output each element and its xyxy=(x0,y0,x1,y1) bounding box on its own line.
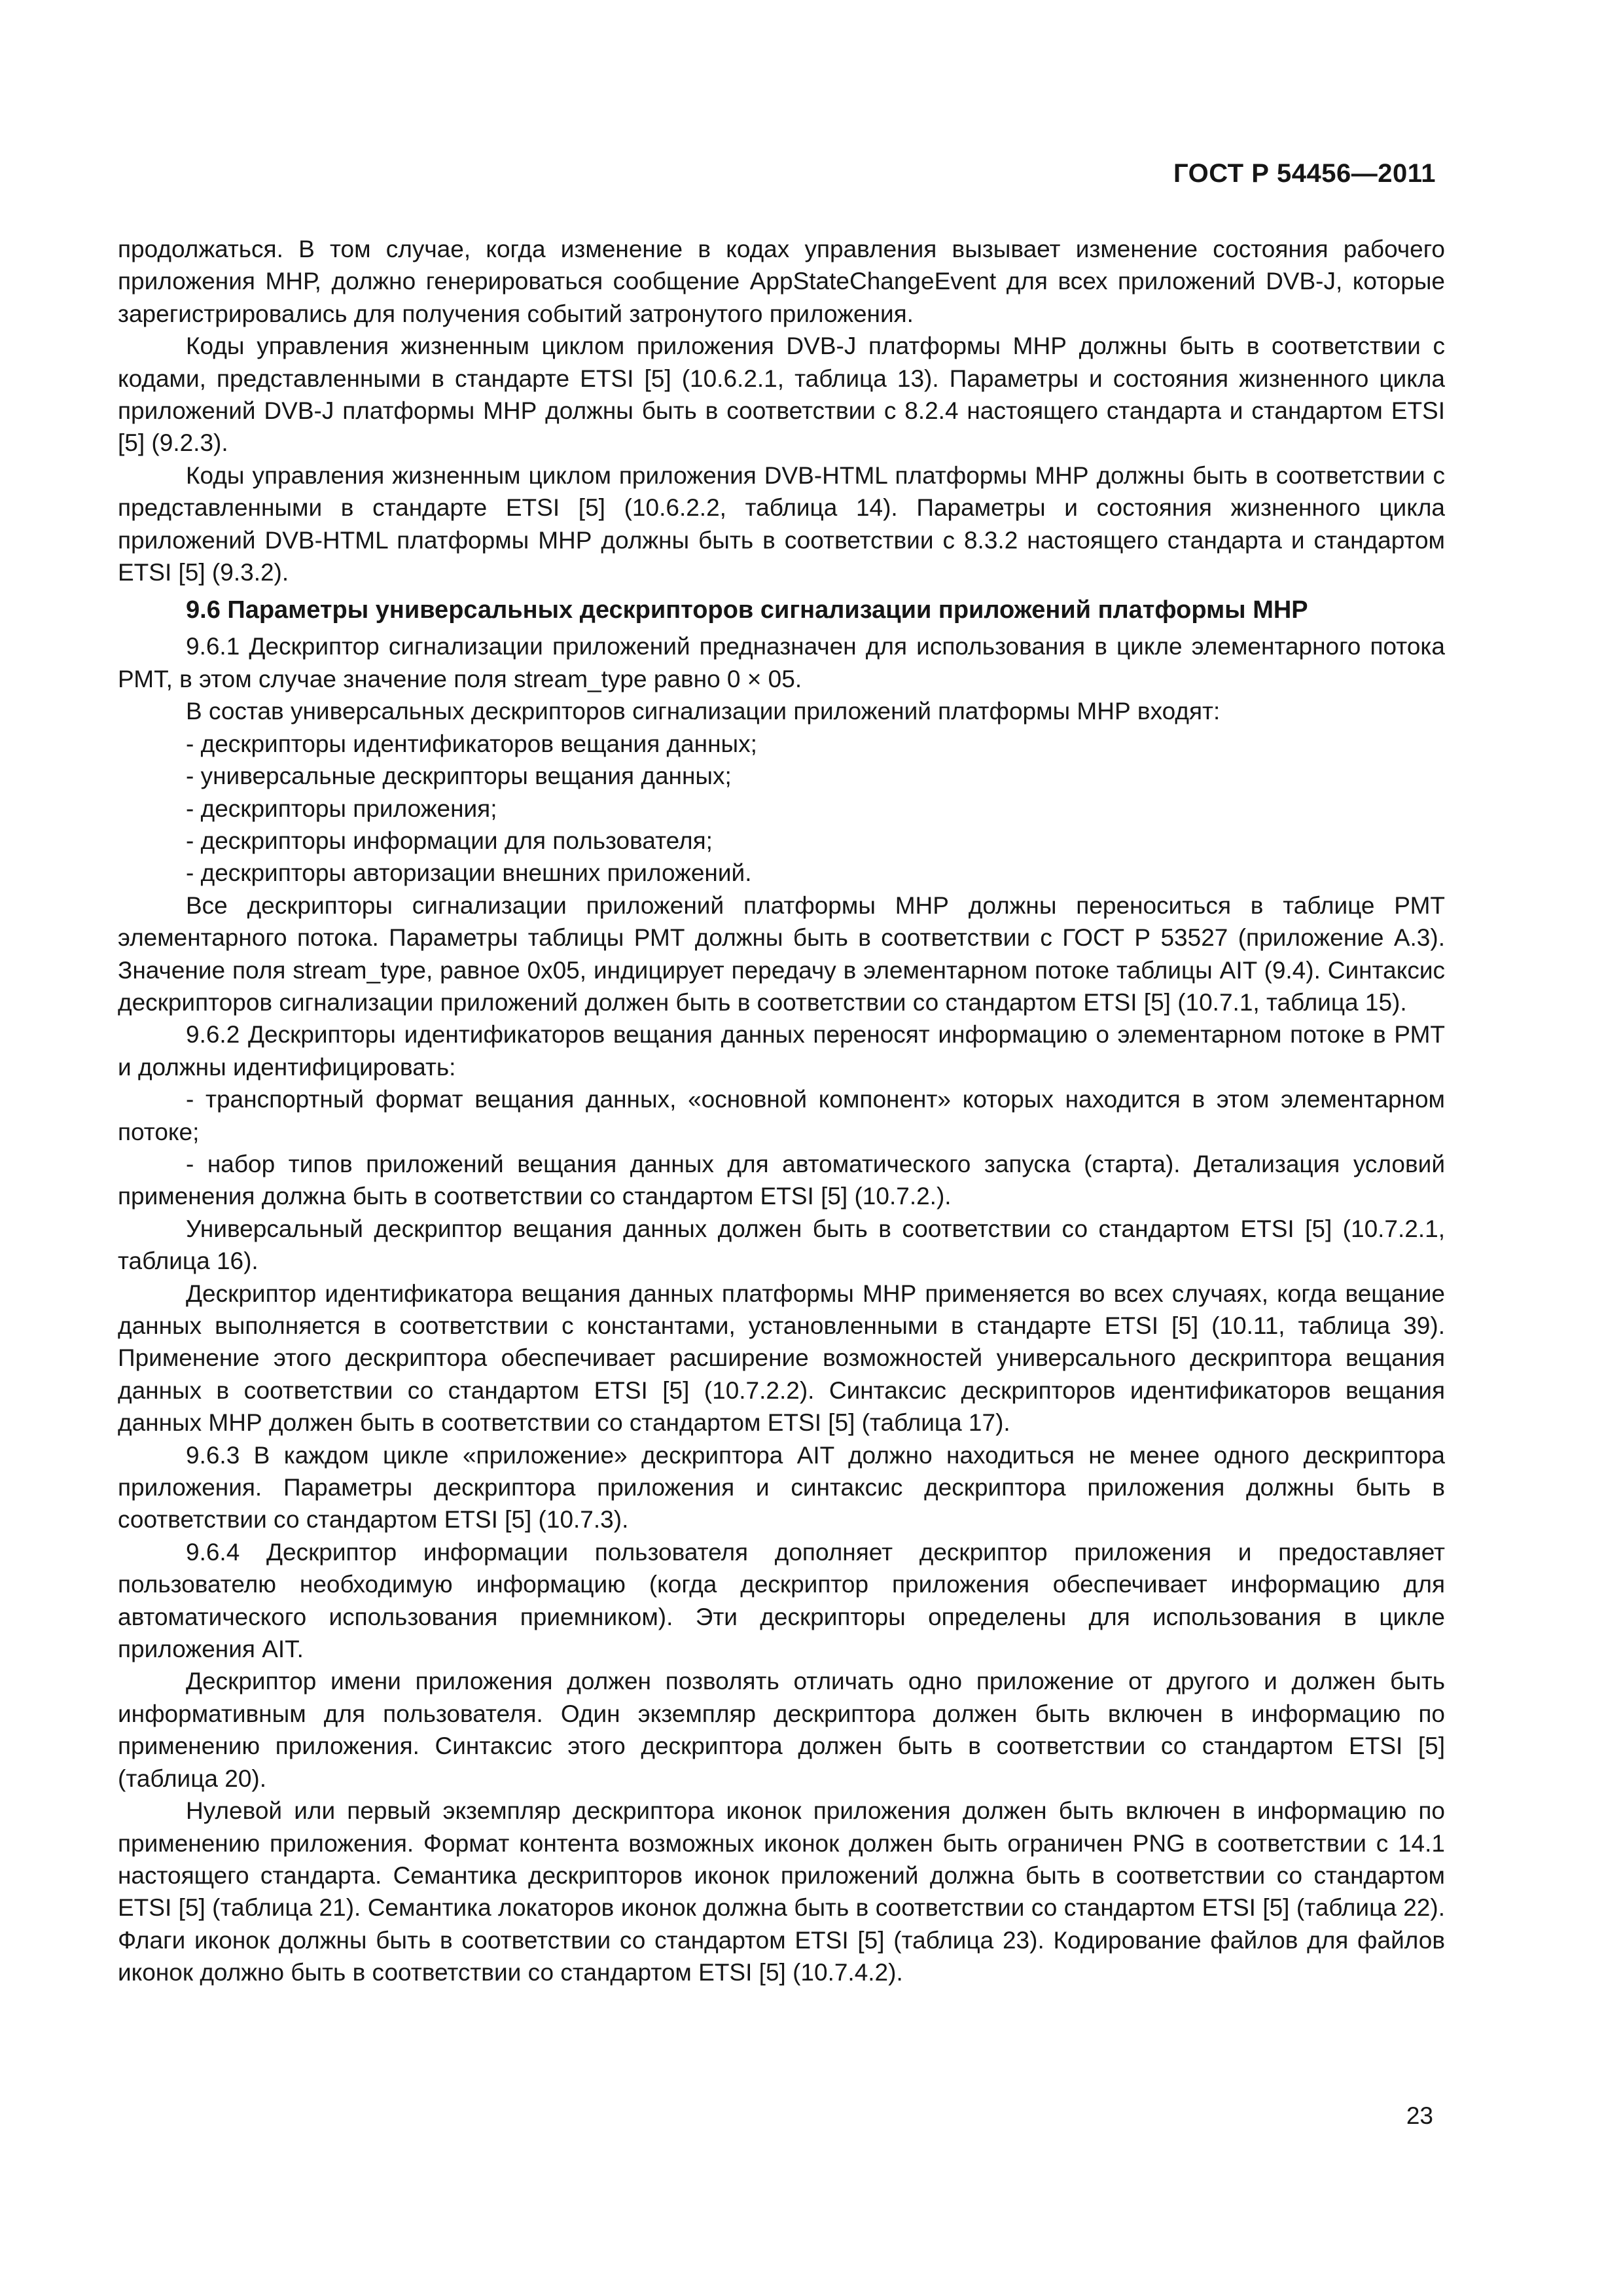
list-item: - транспортный формат вещания данных, «основной компонент» которых находится в этом элементарном потоке; xyxy=(118,1086,1445,1145)
paragraph-all-descriptors: Все дескрипторы сигнализации приложений платформы МНР должны переноситься в таблице РМТ элементарного потока. Параметры таблицы РМТ должны быть в соответствии с ГОСТ Р 53527 (приложение А.3). Значение поля stream_type, равное 0x05, индицирует передачу в элементарном потоке таблицы AIT (9.4). Синтаксис дескрипторов сигнализации приложений должен быть в соответствии со стандартом ETSI [5] (10.7.1, таблица 15). xyxy=(118,891,1445,1016)
paragraph-continuation: продолжаться. В том случае, когда изменение в кодах управления вызывает изменение состояния рабочего приложения МНР, должно генерироваться сообщение AppStateChangeEvent для всех приложений DVB-J, которые зарегистрировались для получения событий затронутого приложения. xyxy=(118,236,1445,327)
list-item: - дескрипторы авторизации внешних приложений. xyxy=(186,859,752,887)
paragraph-icons-descriptor: Нулевой или первый экземпляр дескриптора иконок приложения должен быть включен в информацию по применению приложения. Формат контента возможных иконок должен быть ограничен PNG в соответствии с 14.1 настоящего стандарта. Семантика дескрипторов иконок приложений должна быть в соответствии со стандартом ETSI [5] (таблица 21). Семантика локаторов иконок должна быть в соответствии со стандартом ETSI [5] (таблица 22). Флаги иконок должны быть в соответствии со стандартом ETSI [5] (таблица 23). Кодирование файлов для файлов иконок должно быть в соответствии со стандартом ETSI [5] (10.7.4.2). xyxy=(118,1797,1445,1986)
list-item: - дескрипторы приложения; xyxy=(186,795,497,822)
paragraph-9-6-3: 9.6.3 В каждом цикле «приложение» дескриптора AIT должно находиться не менее одного дескриптора приложения. Параметры дескриптора приложения и синтаксис дескриптора приложения должны быть в соответствии со стандартом ETSI [5] (10.7.3). xyxy=(118,1441,1445,1534)
list-item: - дескрипторы информации для пользователя; xyxy=(186,827,713,854)
paragraph-identifier-descriptor: Дескриптор идентификатора вещания данных платформы МНР применяется во всех случаях, когда вещание данных выполняется в соответствии с константами, установленными в стандарте ETSI [5] (10.11, таблица 39). Применение этого дескриптора обеспечивает расширение возможностей универсального дескриптора вещания данных в соответствии со стандартом ETSI [5] (10.7.2.2). Синтаксис дескрипторов идентификаторов вещания данных МНР должен быть в соответствии со стандартом ETSI [5] (таблица 17). xyxy=(118,1280,1445,1437)
document-code-header: ГОСТ Р 54456—2011 xyxy=(1173,159,1436,188)
list-item: - универсальные дескрипторы вещания данных; xyxy=(186,762,732,790)
list-item: - дескрипторы идентификаторов вещания данных; xyxy=(186,730,757,757)
paragraph-9-6-1: 9.6.1 Дескриптор сигнализации приложений предназначен для использования в цикле элементарного потока РМТ, в этом случае значение поля stream_type равно 0 × 05. xyxy=(118,633,1445,692)
paragraph-dvbhtml-codes: Коды управления жизненным циклом приложения DVB-HTML платформы МНР должны быть в соответствии с представленными в стандарте ETSI [5] (10.6.2.2, таблица 14). Параметры и состояния жизненного цикла приложений DVB-HTML платформы МНР должны быть в соответствии с 8.3.2 настоящего стандарта и стандартом ETSI [5] (9.3.2). xyxy=(118,461,1445,586)
paragraph-universal-broadcast: Универсальный дескриптор вещания данных должен быть в соответствии со стандартом ETSI [5] (10.7.2.1, таблица 16). xyxy=(118,1215,1445,1275)
document-body xyxy=(118,233,1445,1989)
paragraph-dvbj-codes: Коды управления жизненным циклом приложения DVB-J платформы МНР должны быть в соответствии с кодами, представленными в стандарте ETSI [5] (10.6.2.1, таблица 13). Параметры и состояния жизненного цикла приложений DVB-J платформы МНР должны быть в соответствии с 8.2.4 настоящего стандарта и стандартом ETSI [5] (9.2.3). xyxy=(118,332,1445,457)
descriptor-list xyxy=(118,728,1445,889)
page-number: 23 xyxy=(1406,2102,1433,2129)
list-item: - набор типов приложений вещания данных для автоматического запуска (старта). Детализация условий применения должна быть в соответствии со стандартом ETSI [5] (10.7.2.). xyxy=(118,1150,1445,1210)
section-title-9-6: 9.6 Параметры универсальных дескрипторов сигнализации приложений платформы МНР xyxy=(186,596,1308,624)
paragraph-9-6-4: 9.6.4 Дескриптор информации пользователя дополняет дескриптор приложения и предоставляет пользователю необходимую информацию (когда дескриптор приложения обеспечивает информацию для автоматического использования приемником). Эти дескрипторы определены для использования в цикле приложения AIT. xyxy=(118,1538,1445,1663)
identify-list xyxy=(118,1083,1445,1213)
paragraph-list-intro: В состав универсальных дескрипторов сигнализации приложений платформы МНР входят: xyxy=(186,698,1221,725)
paragraph-name-descriptor: Дескриптор имени приложения должен позволять отличать одно приложение от другого и должен быть информативным для пользователя. Один экземпляр дескриптора должен быть включен в информацию по применению приложения. Синтаксис этого дескриптора должен быть в соответствии со стандартом ETSI [5] (таблица 20). xyxy=(118,1668,1445,1792)
paragraph-9-6-2: 9.6.2 Дескрипторы идентификаторов вещания данных переносят информацию о элементарном потоке в РМТ и должны идентифицировать: xyxy=(118,1021,1445,1081)
